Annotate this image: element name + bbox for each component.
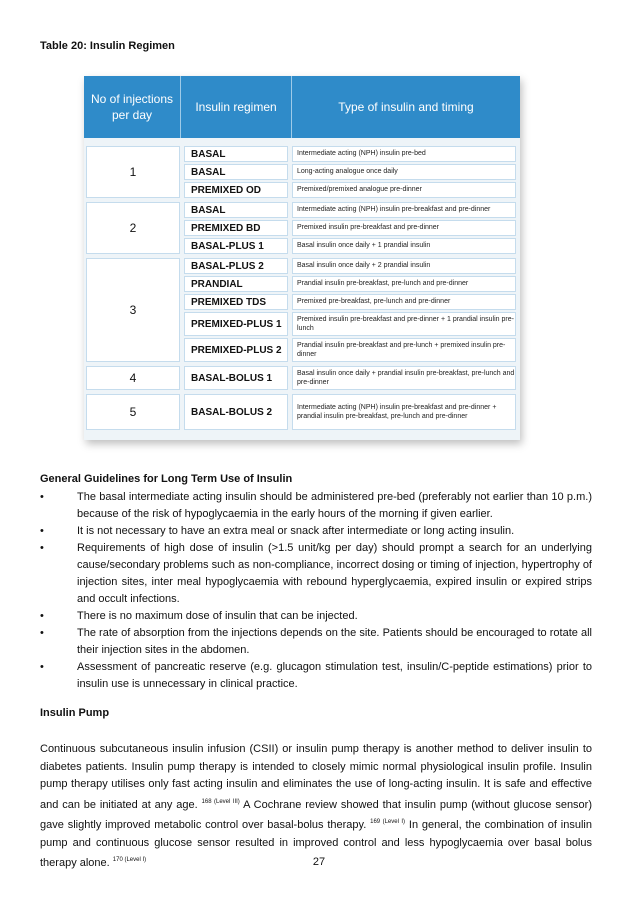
guideline-item <box>40 540 592 608</box>
pump-text-2: A Cochrane review showed that insulin pump (without glucose sensor) gave slightly improved metabolic control over basal-bolus therapy. <box>40 798 593 831</box>
citation-169: 169 (Level I) <box>370 819 406 825</box>
regimen-cell: PRANDIAL <box>184 276 288 292</box>
table-row <box>184 394 516 430</box>
guideline-item <box>40 523 592 540</box>
type-cell: Intermediate acting (NPH) insulin pre-breakfast and pre-dinner + prandial insulin pre-breakfast, pre-lunch and pre-dinner <box>292 394 516 430</box>
table-row <box>184 276 516 292</box>
table-caption: Table 20: Insulin Regimen <box>40 40 175 52</box>
citation-170: 170 (Level I) <box>112 857 147 863</box>
type-cell: Basal insulin once daily + 1 prandial insulin <box>292 238 516 254</box>
bullet: • <box>40 661 44 673</box>
regimen-cell: BASAL-BOLUS 2 <box>184 394 288 430</box>
table-row <box>184 238 516 254</box>
table-group-1 <box>84 146 520 198</box>
table-row <box>184 220 516 236</box>
regimen-cell: BASAL <box>184 202 288 218</box>
regimen-cell: BASAL <box>184 164 288 180</box>
type-cell: Prandial insulin pre-breakfast, pre-lunch and pre-dinner <box>292 276 516 292</box>
bullet: • <box>40 627 44 639</box>
table-group-2 <box>84 202 520 254</box>
type-cell: Premixed/premixed analogue pre-dinner <box>292 182 516 198</box>
guideline-text: The basal intermediate acting insulin should be administered pre-bed (preferably not earlier than 10 p.m.) because of the risk of hypoglycaemia in the early hours of the morning if given earlier. <box>77 491 592 520</box>
table-header <box>84 76 520 138</box>
table-group-3 <box>84 258 520 362</box>
insulin-regimen-table <box>84 76 520 440</box>
table-row <box>184 164 516 180</box>
bullet: • <box>40 542 44 554</box>
insulin-pump-paragraph <box>40 741 592 873</box>
page-number: 27 <box>312 856 326 868</box>
regimen-cell: BASAL <box>184 146 288 162</box>
guideline-text: It is not necessary to have an extra meal or snack after intermediate or long acting insulin. <box>77 525 515 537</box>
table-row <box>184 312 516 336</box>
injection-count: 1 <box>86 146 180 198</box>
table-row <box>184 366 516 390</box>
pump-text-1: Continuous subcutaneous insulin infusion (CSII) or insulin pump therapy is another method to deliver insulin to diabetes patients. Insulin pump therapy is intended to closely mimic normal physiological insulin profile. Insulin pump therapy utilises only fast acting insulin and eliminates the use of long-acting insulin. It is safe and effective and can be initiated at any age. <box>40 743 592 811</box>
guideline-item <box>40 608 592 625</box>
type-cell: Intermediate acting (NPH) insulin pre-breakfast and pre-dinner <box>292 202 516 218</box>
citation-168: 168 (Level III) <box>201 798 240 805</box>
regimen-cell: PREMIXED-PLUS 1 <box>184 312 288 336</box>
table-group-5 <box>84 394 520 430</box>
table-row <box>184 294 516 310</box>
table-row <box>184 202 516 218</box>
header-regimen: Insulin regimen <box>181 76 292 138</box>
type-cell: Premixed insulin pre-breakfast and pre-dinner <box>292 220 516 236</box>
regimen-cell: PREMIXED-PLUS 2 <box>184 338 288 362</box>
guideline-item <box>40 489 592 523</box>
type-cell: Basal insulin once daily + prandial insulin pre-breakfast, pre-lunch and pre-dinner <box>292 366 516 390</box>
injection-count: 5 <box>86 394 180 430</box>
table-row <box>184 258 516 274</box>
guideline-item <box>40 659 592 693</box>
regimen-cell: PREMIXED BD <box>184 220 288 236</box>
regimen-cell: PREMIXED TDS <box>184 294 288 310</box>
injection-count: 3 <box>86 258 180 362</box>
injection-count: 4 <box>86 366 180 390</box>
header-injections: No of injections per day <box>84 76 181 138</box>
guideline-text: Assessment of pancreatic reserve (e.g. glucagon stimulation test, insulin/C-peptide estimations) prior to insulin use is unnecessary in clinical practice. <box>77 661 592 690</box>
regimen-cell: BASAL-BOLUS 1 <box>184 366 288 390</box>
bullet: • <box>40 610 44 622</box>
regimen-cell: BASAL-PLUS 1 <box>184 238 288 254</box>
type-cell: Premixed insulin pre-breakfast and pre-dinner + 1 prandial insulin pre-lunch <box>292 312 516 336</box>
header-type: Type of insulin and timing <box>338 99 474 114</box>
insulin-pump-title: Insulin Pump <box>40 707 110 719</box>
type-cell: Intermediate acting (NPH) insulin pre-bed <box>292 146 516 162</box>
injection-count: 2 <box>86 202 180 254</box>
bullet: • <box>40 525 44 537</box>
regimen-cell: PREMIXED OD <box>184 182 288 198</box>
table-row <box>184 338 516 362</box>
table-row <box>184 182 516 198</box>
guideline-item <box>40 625 592 659</box>
type-cell: Prandial insulin pre-breakfast and pre-lunch + premixed insulin pre-dinner <box>292 338 516 362</box>
guidelines-title: General Guidelines for Long Term Use of Insulin <box>40 473 293 485</box>
type-cell: Premixed pre-breakfast, pre-lunch and pre-dinner <box>292 294 516 310</box>
table-group-4 <box>84 366 520 390</box>
pump-text-3: In general, the combination of insulin pump and continuous glucose sensor resulted in improved control and less hypoglycaemia over basal bolus therapy alone. <box>40 819 592 869</box>
type-cell: Long-acting analogue once daily <box>292 164 516 180</box>
table-row <box>184 146 516 162</box>
bullet: • <box>40 491 44 503</box>
type-cell: Basal insulin once daily + 2 prandial insulin <box>292 258 516 274</box>
guideline-text: The rate of absorption from the injections depends on the site. Patients should be encouraged to rotate all their injection sites in the abdomen. <box>77 627 592 656</box>
guideline-text: There is no maximum dose of insulin that can be injected. <box>77 610 358 622</box>
guideline-text: Requirements of high dose of insulin (>1.5 unit/kg per day) should prompt a search for an underlying cause/secondary problems such as non-compliance, incorrect dosing or timing of injection, hypertrophy of injection sites, inter meal hypoglycaemia with rebound hyperglycaemia, expired insulin or expired strips and occult infections. <box>77 542 592 605</box>
regimen-cell: BASAL-PLUS 2 <box>184 258 288 274</box>
